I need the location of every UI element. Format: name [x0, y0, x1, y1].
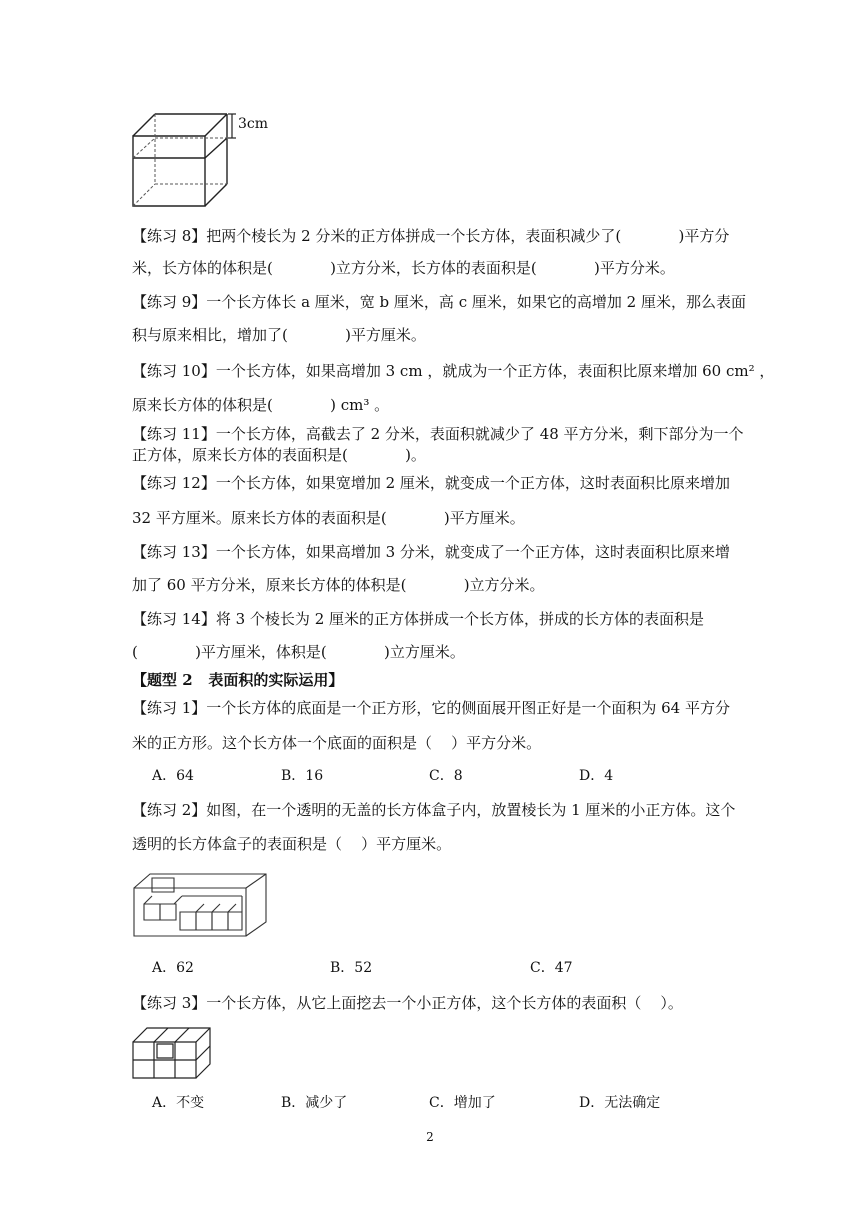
exercise-9-text: 积与原来相比，增加了( )平方厘米。	[132, 326, 426, 344]
exercise-9-line-2	[132, 325, 426, 345]
exercise-9-text: 【练习 9】一个长方体长 a 厘米，宽 b 厘米，高 c 厘米，如果它的高增加 2 厘米，那么表面	[132, 293, 746, 311]
option-a[interactable]: A．62	[152, 960, 194, 976]
exercise-13-line-1	[132, 542, 730, 562]
exercise-12-text: 32 平方厘米。原来长方体的表面积是( )平方厘米。	[132, 509, 525, 527]
practice-3-text: 【练习 3】一个长方体，从它上面挖去一个小正方体，这个长方体的表面积（ ）。	[132, 994, 683, 1012]
exercise-8-text: 【练习 8】把两个棱长为 2 分米的正方体拼成一个长方体，表面积减少了( )平方分	[132, 227, 730, 245]
practice-1-line-1	[132, 698, 730, 718]
exercise-14-text: 【练习 14】将 3 个棱长为 2 厘米的正方体拼成一个长方体，拼成的长方体的表面积是	[132, 610, 705, 628]
exercise-13-text: 【练习 13】一个长方体，如果高增加 3 分米，就变成了一个正方体，这时表面积比原来增	[132, 543, 730, 561]
dimension-label: 3cm	[238, 116, 269, 132]
exercise-14-text: ( )平方厘米，体积是( )立方厘米。	[132, 643, 465, 661]
section-heading-text: 【题型 2 表面积的实际运用】	[132, 671, 344, 689]
exercise-10-text: 原来长方体的体积是( ) cm³ 。	[132, 396, 390, 414]
section-heading	[132, 670, 343, 690]
page-number: 2	[426, 1130, 434, 1144]
option-c[interactable]: C．8	[429, 768, 463, 784]
cuboid-with-hole-figure	[130, 1024, 215, 1080]
practice-2-line-1	[132, 800, 735, 820]
exercise-11-line-2	[132, 445, 426, 465]
exercise-14-line-1	[132, 609, 704, 629]
transparent-box-figure	[130, 870, 270, 940]
exercise-8-line-2	[132, 258, 675, 278]
option-d[interactable]: D．4	[579, 768, 614, 784]
practice-2-line-2	[132, 834, 451, 854]
exercise-10-line-1	[132, 361, 774, 381]
exercise-10-line-2	[132, 395, 389, 415]
option-b[interactable]: B．52	[330, 960, 373, 976]
practice-1-text: 【练习 1】一个长方体的底面是一个正方形，它的侧面展开图正好是一个面积为 64 平方分	[132, 699, 730, 717]
option-b[interactable]: B．16	[281, 768, 324, 784]
exercise-8-text: 米，长方体的体积是( )立方分米，长方体的表面积是( )平方分米。	[132, 259, 675, 277]
cuboid-figure	[128, 108, 278, 208]
exercise-10-text: 【练习 10】一个长方体，如果高增加 3 cm ，就成为一个正方体，表面积比原来增加 60 cm² ，	[132, 362, 775, 380]
exercise-8-line-1	[132, 226, 729, 246]
practice-2-text: 【练习 2】如图，在一个透明的无盖的长方体盒子内，放置棱长为 1 厘米的小正方体。这个	[132, 801, 736, 819]
exercise-12-line-1	[132, 473, 730, 493]
exercise-12-text: 【练习 12】一个长方体，如果宽增加 2 厘米，就变成一个正方体，这时表面积比原来增加	[132, 474, 730, 492]
option-a[interactable]: A．不变	[152, 1095, 205, 1111]
exercise-13-text: 加了 60 平方分米，原来长方体的体积是( )立方分米。	[132, 576, 545, 594]
box-with-cubes-drawing	[130, 870, 270, 940]
exercise-11-line-1	[132, 424, 744, 444]
exercise-12-line-2	[132, 508, 525, 528]
option-c[interactable]: C．增加了	[429, 1095, 496, 1111]
exercise-11-text: 【练习 11】一个长方体，高截去了 2 分米，表面积就减少了 48 平方分米，剩下部分为一个	[132, 425, 744, 443]
cuboid-hole-drawing	[130, 1024, 215, 1080]
option-b[interactable]: B．减少了	[281, 1095, 348, 1111]
exercise-13-line-2	[132, 575, 545, 595]
practice-2-text: 透明的长方体盒子的表面积是（ ）平方厘米。	[132, 835, 452, 853]
exercise-11-text: 正方体，原来长方体的表面积是( )。	[132, 446, 426, 464]
exercise-9-line-1	[132, 292, 746, 312]
practice-3-line-1	[132, 993, 683, 1013]
exercise-14-line-2	[132, 642, 465, 662]
option-a[interactable]: A．64	[152, 768, 194, 784]
option-c[interactable]: C．47	[530, 960, 573, 976]
option-d[interactable]: D．无法确定	[579, 1095, 661, 1111]
practice-1-line-2	[132, 733, 541, 753]
practice-1-text: 米的正方形。这个长方体一个底面的面积是（ ）平方分米。	[132, 734, 542, 752]
